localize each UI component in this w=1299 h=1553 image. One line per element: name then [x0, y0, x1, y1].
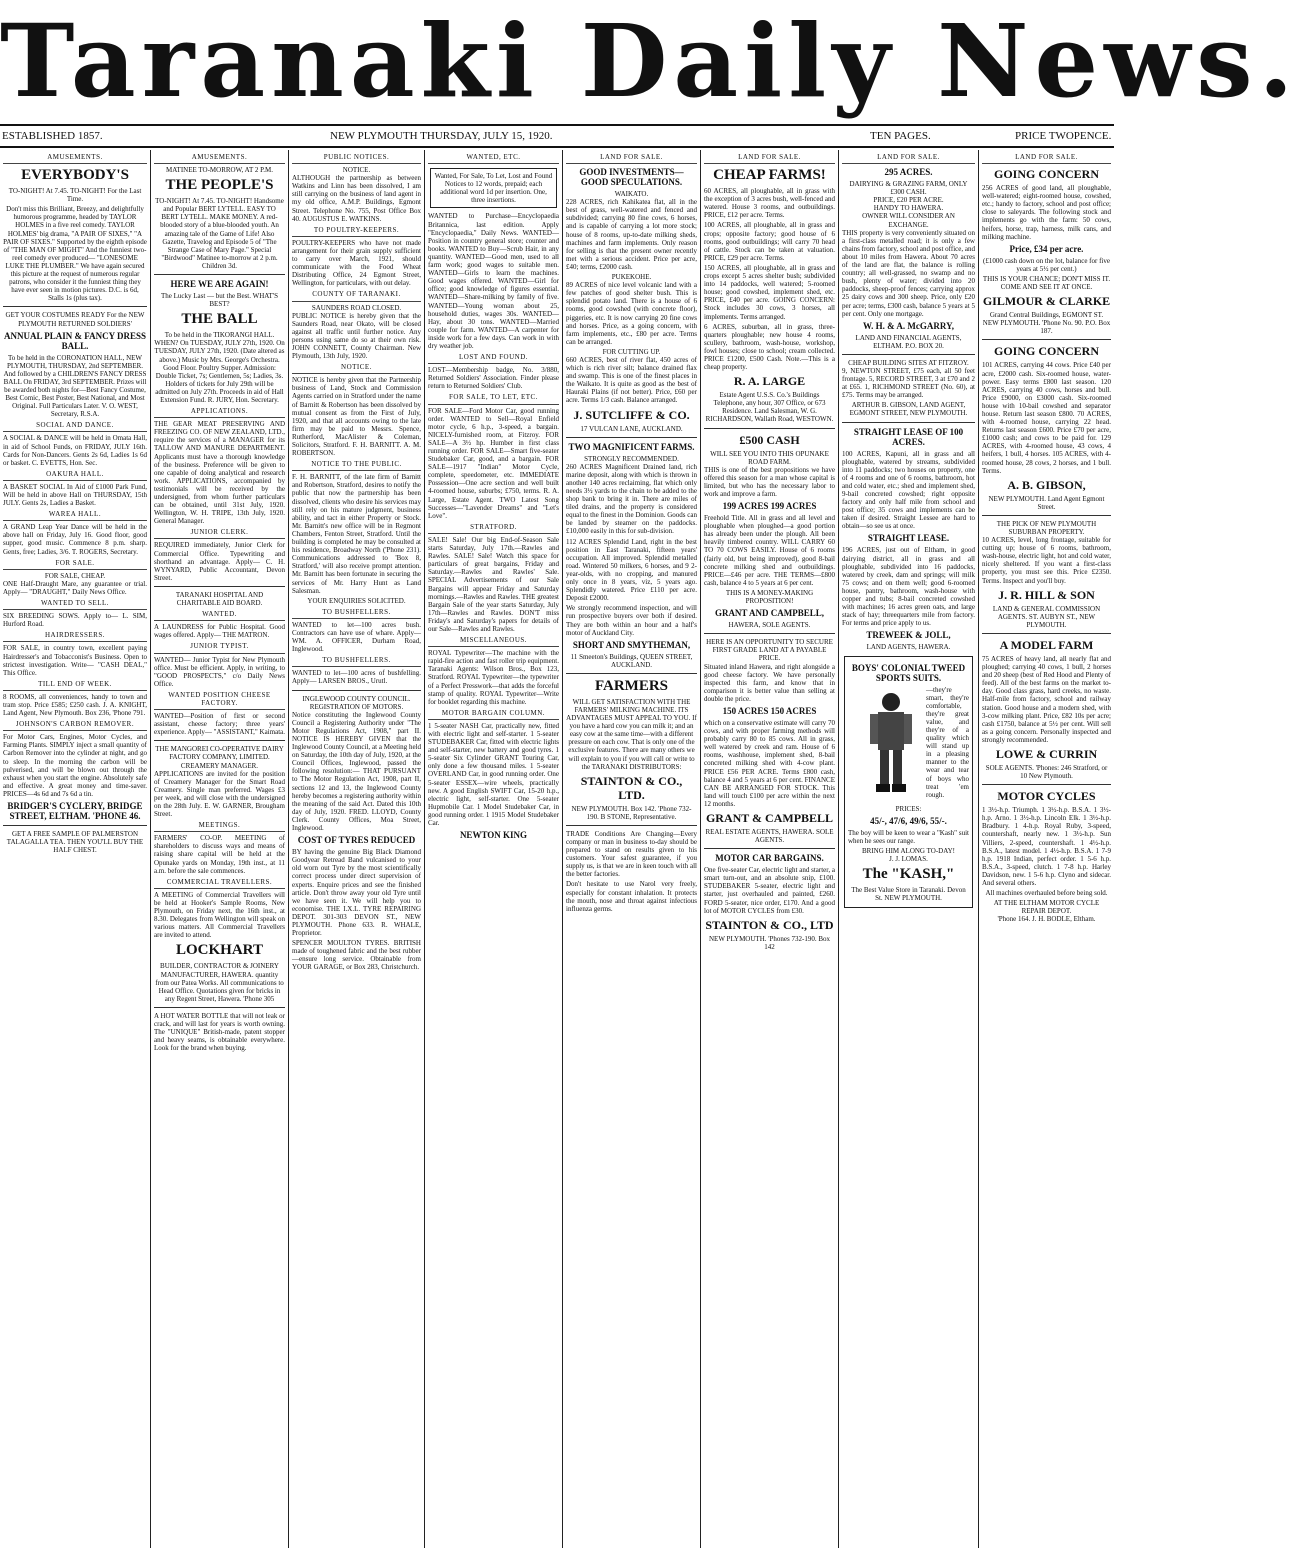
section-heading: OAKURA HALL. [3, 470, 147, 481]
rates-box: Wanted, For Sale, To Let, Lost and Found Notices to 12 words, prepaid; each additional word 1d per insertion. One, three insertions. [430, 168, 557, 208]
ad-text: SOLE AGENTS. 'Phones: 246 Stratford, or 10 New Plymouth. [985, 763, 1108, 781]
ad-text: SIX BREEDING SOWS. Apply to— L. SIM, Hurford Road. [3, 612, 147, 629]
section-heading: TILL END OF WEEK. [3, 680, 147, 691]
ad-text: TO-NIGHT! At 7.45. TO-NIGHT! For the Last Time. [8, 187, 142, 204]
divider [292, 690, 421, 691]
ad-title: MOTOR CAR BARGAINS. [715, 853, 824, 864]
sub-heading: TARANAKI HOSPITAL AND CHARITABLE AID BOARD. [175, 590, 264, 608]
section-heading: APPLICATIONS. [154, 407, 285, 418]
section-heading: COUNTY OF TARANAKI. [292, 290, 421, 301]
ad-text: 9, NEWTON STREET, £75 each, all 50 feet frontage. 5, RECORD STREET, 3 at £70 and 2 at £65. 1, RICHMOND STREET (No. 60), at £75. Terms may be arranged. [842, 366, 975, 400]
sub-heading: FOR SALE, CHEAP. [44, 571, 106, 580]
sub-heading: BRING HIM ALONG TO-DAY! [861, 846, 955, 855]
section-heading: FOR SALE, TO LET, ETC. [428, 393, 559, 404]
section-heading: STRATFORD. [428, 523, 559, 534]
section-heading: LOST AND FOUND. [428, 353, 559, 364]
section-heading: JUNIOR TYPIST. [154, 642, 285, 653]
divider [982, 784, 1111, 785]
ad-text: A SOCIAL & DANCE will be held in Omata Hall, in aid of School Funds, on FRIDAY, JULY 16th. Cards for Non-Dancers. Gents 2s 6d, Ladies 1s 6d or basket. C. EVETTS, Hon. Sec. [3, 434, 147, 467]
divider [704, 848, 835, 849]
ad-text: —they're smart, they're comfortable, they're great value, and they're of a quality which will stand up in a pleasing manner to the wear and tear of boys who treat 'em rough. [926, 685, 969, 799]
section-heading: LAND FOR SALE. [566, 153, 697, 164]
ad-text: The boy will be keen to wear a "Kash" suit when he sees our range. [848, 828, 969, 845]
sub-heading: COME AND SEE IT AT ONCE. [1000, 283, 1093, 292]
ad-title: CHEAP FARMS! [713, 167, 826, 184]
column-3 [288, 150, 424, 1548]
section-heading: AMUSEMENTS. [3, 153, 147, 164]
ad-text: BY having the genuine Big Black Diamond Goodyear Retread Band vulcanised to your old worn out Tyre by the most scientifically correct process under direct supervision of experts. Enquire prices and see the finished article. Don't throw away your old Tyre until we have seen it. We will help you to economise. THE I.X.L. TYRE REPAIRING DEPOT. 301-303 DEVON ST., NEW PLYMOUTH. Phone 633. R. WHALE, Proprietor. [292, 848, 421, 938]
section-heading: AMUSEMENTS. [154, 153, 285, 164]
ad-text: SPENCER MOULTON TYRES. BRITISH made of toughened fabric and the best rubber—ensure long service. Obtainable from YOUR GARAGE, or Box 283, Christchurch. [292, 939, 421, 972]
ad-text: WANTED—Position of first or second assistant, cheese factory; three years' experience. Apply— "ASSISTANT," Kaimata. [154, 712, 285, 737]
ad-text: Don't miss this Brilliant, Breezy, and delightfully humorous programme, headed by TAYLOR HOLMES in a five reel comedy. TAYLOR HOLMES' big drama, "A PAIR OF SIXES," "A PAIR OF SIXES." Supported by the eighth episode of "THE MAN OF MIGHT" And the funniest two-reel comedy ever produced— "LONESOME LUKE THE PLUMBER." We have again secured this picture at the request of numerous regular patrons, who consider it the funniest thing they have ever seen in motion pictures. D.C. is 6d, Stalls 1s (plus tax). [3, 205, 147, 303]
ad-title: £500 CASH [739, 432, 800, 447]
sub-heading: THE PICK OF NEW PLYMOUTH SUBURBAN PROPERTY. [996, 519, 1097, 536]
ad-text: 100 ACRES, all ploughable, all in grass and crops; opposite factory; good house of 6 rooms, good outbuildings; will carry 70 head of cattle. Stock can be taken at valuation. PRICE, £29 per acre. Terms. [704, 221, 835, 262]
dateline-bar [0, 124, 1114, 148]
ad-text: TRADE Conditions Are Changing—Every company or man in business to-day should be prepared to stand on results given to his customers. Your safest guarantee, if you supply us, is that we are in keen touch with all the better factories. [566, 829, 697, 879]
page-count: TEN PAGES. [870, 130, 931, 142]
ad-text: TO-NIGHT! At 7.45. TO-NIGHT! Handsome and Popular BERT LYTELL. EASY TO BERT LYTELL. MAKE MONEY. A red-blooded story of a blue-blooded youth. An amazing tale of the Game of Life! Also Gazette, Travelog and Episode 5 of "The Strange Case of Mary Page." Special "Birdwood" Matinee to-morrow at 2 p.m. Children 3d. [155, 197, 284, 270]
ad-text: 112 ACRES Splendid Land, right in the best position in East Taranaki, fifteen years' occupation. All improved. Splendid metalled road. Wintered 50 milkers, 6 horses, and 9 2-year-olds, with no cropping, and manured only once in 8 years, viz, 5 years ago. Splendidly watered. Price £110 per acre. Deposit £2000. [566, 537, 697, 603]
ad-text: 101 ACRES, carrying 44 cows. Price £40 per acre, £2000 cash. Six-roomed house, water-power. Easy terms £800 last season. 120 ACRES, carrying 40 cows, horses and bull. Price £9000, on £3000 cash. Six-roomed house with 10-bail cowshed and separator house. Return last season £800. 70 ACRES, with 4-roomed house, carrying 22 head. Returns last season £600. Price £70 per acre, £1000 cash; and cows to be paid for. 129 ACRES, with 4-roomed house, 43 cows, 4 heifers, 1 bull, 4 horses. 105 ACRES, with 4-roomed house, 28 cows, 2 horses, and 1 bull. Terms. [982, 361, 1111, 475]
divider [154, 1007, 285, 1008]
sub-heading: AT THE ELTHAM MOTOR CYCLE REPAIR DEPOT. [993, 899, 1100, 916]
ad-text: 89 ACRES of nice level volcanic land with a few patches of good shelter bush. This is splendid potato land. There is a house of 6 rooms, good cowshed (with concrete floor), piggeries, etc. It is now carrying 20 fine cows and horses. Price, as a going concern, with farm implements, etc., £80 per acre. Terms can be arranged. [566, 281, 697, 346]
section-heading: PUBLIC NOTICES. [292, 153, 421, 164]
ad-text: HAWERA, SOLE AGENTS. [728, 621, 811, 630]
sub-heading: WILL SEE YOU INTO THIS OPUNAKE ROAD FARM. [710, 449, 829, 466]
ad-text: ONE Half-Draught Mare, any guarantee or trial. Apply— "DRAUGHT," Daily News Office. [3, 579, 147, 596]
ad-text: 150 ACRES, all ploughable, all in grass and crops except 5 acres shelter bush; subdivided into 14 paddocks, well watered; 5-roomed house; good cowshed, implement shed, etc. PRICE, £40 per acre. GOING CONCERN: Stock includes 30 cows, 3 horses, all implements. Terms arranged. [704, 263, 835, 321]
section-heading: HAIRDRESSERS. [3, 631, 147, 642]
ad-text: LAND AGENTS, HAWERA. [866, 643, 951, 652]
ad-text: THE GEAR MEAT PRESERVING AND FREEZING CO. OF NEW ZEALAND, LTD., require the services of a MANAGER for its TALLOW AND MANURE DEPARTMENT. Applicants must have a thorough knowledge of the business. Preference will be given to one capable of doing analytical and research work. APPLICATIONS, accompanied by testimonials will be received by the undersigned, from whom further particulars can be obtained, until 31st July, 1920. Wellington, W. H. TRIPE, 13th July, 1920. General Manager. [154, 420, 285, 526]
divider [704, 428, 835, 429]
ad-title: J. SUTCLIFFE & CO. [573, 407, 690, 422]
ad-text: SALE! Sale! Our big End-of-Season Sale starts Saturday, July 17th.—Rawles and Rawles. SALE! Sale! Watch this space for particulars of great bargains, Friday and Saturday.—Rawles and Rawles' Sale. SPECIAL Advertisements of our Sale Bargains will appear Friday and Saturday mornings.—Rawles and Rawles. THE greatest Bargain Sale of the year starts Saturday, July 17th—Rawles and Rawles. DON'T miss Friday's and Saturday's papers for details of our Sale—Rawles and Rawles. [428, 535, 559, 633]
ad-text: 228 ACRES, rich Kahikatea flat, all in the best of grass, well-watered and fenced and subdivided; carrying 80 fine cows, 6 horses, and is capable of carrying a lot more stock; house of 8 rooms, up-to-date milking sheds, machines and farm implements. Only reason for selling is that the present owner recently met with a serious accident. Price per acre, £40; terms, £2000 cash. [566, 198, 697, 271]
divider [982, 515, 1111, 516]
sub-heading: PRICE, £20 PER ACRE. [873, 196, 944, 205]
sub-heading: DAIRYING & GRAZING FARM, ONLY £300 CASH. [849, 180, 968, 197]
ad-text: For Motor Cars, Engines, Motor Cycles, and Farming Plants. SIMPLY inject a small quantity of Carbon Remover into the cylinder at night, and go to sleep. In the morning the carbon will be pulverised, and will be blown out through the exhaust when you start the engine. Absolutely safe and effective. A great money and time-saver. PRICES—4s 6d and 7s 6d a tin. [3, 733, 147, 798]
section-heading: LAND FOR SALE. [982, 153, 1111, 164]
ad-text: 60 ACRES, all ploughable, all in grass with the exception of 3 acres bush, well-fenced and watered. House 3 rooms, and outbuildings. PRICE, £12 per acre. Terms. [704, 187, 835, 220]
sub-heading: THIS IS YOUR CHANCE; DON'T MISS IT. [982, 274, 1111, 283]
column-7 [838, 150, 978, 1548]
ad-text: WANTED to Purchase—Encyclopaedia Britannica, last edition. Apply "Encyclopaedia," Daily News. WANTED—Position in country general store; counter and books. WANTED to Buy—Scrub Hair, in any quantity. WANTED—Good men, used to all farm work; good wages to suitable men. WANTED—Girls to learn the machines. Good wages offered. WANTED—Girl for office; good knowledge of figures essential. WANTED—Share-milking by family of five. WANTED—Young woman about 25, household duties, wages 30s. WANTED—Hay, about 30 tons. WANTED—Married couple for farm. WANTED—A carpenter for inside work for a few days. Can work in with dry weather job. [428, 212, 559, 350]
ad-text: ALTHOUGH the partnership as between Watkins and Linn has been dissolved, I am still carrying on the business of land agent in my old office, A.M.P. Buildings, Egmont Street. Telephone No. 755, Post Office Box 40. AUGUSTUS E. WATKINS. [292, 174, 421, 223]
sub-heading: J. J. LOMAS. [889, 854, 928, 863]
sub-heading: PUKEKOHE. [611, 273, 652, 282]
section-heading: WAREA HALL. [3, 510, 147, 521]
ad-text: 100 ACRES, Kapuni, all in grass and all ploughable, watered by streams, subdivided into 11 paddocks; two houses on property, one of 4 rooms and one of 6 rooms, bathroom, hot and cold water, etc.; shed and implement shed, 9-bail concreted cowshed; right opposite factory and only half mile from school and post office; 35 cows and implements can be taken if desired. Straight Lessee are hard to obtain—so see us at once. [842, 449, 975, 531]
ad-title: 150 ACRES 150 ACRES [722, 705, 817, 716]
ad-text: 6 ACRES, suburban, all in grass, three-quarters ploughable; new house 4 rooms, scullery, bathroom, wash-house, workshop, fowl houses; close to school; cream collected. PRICE £1200, £500 Cash. Note.—This is a cheap property. [704, 322, 835, 372]
ad-title: HERE WE ARE AGAIN! [170, 279, 269, 290]
sub-heading: INGLEWOOD COUNTY COUNCIL. REGISTRATION OF MOTORS. [302, 694, 411, 711]
sub-heading: THIS IS A MONEY-MAKING PROPOSITION! [725, 588, 814, 606]
column-4 [424, 150, 562, 1548]
section-heading: NOTICE. [292, 363, 421, 374]
sub-heading: THE MANGOREI CO-OPERATIVE DAIRY FACTORY COMPANY, LIMITED. CREAMERY MANAGER. [155, 745, 284, 770]
divider [3, 825, 147, 826]
column-6 [700, 150, 838, 1548]
ad-title: W. H. & A. McGARRY, [862, 320, 955, 331]
ad-title: GILMOUR & CLARKE [982, 294, 1111, 309]
sub-heading: CHEAP BUILDING SITES AT FITZROY. [848, 358, 969, 367]
sub-heading: MATINEE TO-MORROW, AT 2 P.M. [166, 166, 273, 175]
ad-text: GET YOUR COSTUMES READY For the NEW PLYMOUTH RETURNED SOLDIERS' [5, 311, 145, 328]
ad-title: BRIDGER'S CYCLERY, BRIDGE STREET, ELTHAM. 'PHONE 46. [7, 801, 143, 821]
ad-title: LOWE & CURRIN [995, 746, 1098, 761]
ad-text: PUBLIC NOTICE is hereby given that the Saunders Road, near Okato, will be closed against all traffic until further notice. Any persons using same do so at their own risk. JOHN CONNETT, County Chairman. New Plymouth, 13th July, 1920. [292, 311, 421, 361]
ad-text: REAL ESTATE AGENTS, HAWERA. SOLE AGENTS. [705, 828, 834, 845]
ad-title: TREWEEK & JOLL, [866, 630, 951, 641]
ad-title: STRAIGHT LEASE OF 100 ACRES. [853, 426, 964, 447]
ad-text: WANTED to let—100 acres of bushfelling. Apply— LARSEN BROS., Urutl. [292, 669, 421, 686]
section-heading: WANTED POSITION CHEESE FACTORY. [154, 691, 285, 710]
ad-text: To be held in the CORONATION HALL, NEW PLYMOUTH, THURSDAY, 2nd SEPTEMBER. And followed by a CHILDREN'S FANCY DRESS BALL On FRIDAY, 3rd SEPTEMBER. Prizes will be awarded both nights for—Best Fancy Costume, Best Comic, Best Poster, Best National, and Most Original. Full Particulars Later. V. O. WEST, Secretary, R.S.A. [3, 353, 147, 419]
ad-text: Estate Agent U.S.S. Co.'s Buildings Telephone, any hour, 307 Office, or 673 Residence. Land Salesman, W. G. RICHARDSON, Wallath Road, WESTOWN. [705, 391, 834, 424]
ad-text: A GRAND Leap Year Dance will be held in the above hall on Friday, July 16. Good floor, good supper, good music. Commence 8 p.m. sharp. Gents, free; Ladies, 3/6. T. ROGERS, Secretary. [3, 523, 147, 556]
ad-title: TWO MAGNIFICENT FARMS. [568, 441, 695, 452]
section-heading: LAND FOR SALE. [842, 153, 975, 164]
ad-text: FARMERS' CO-OP. MEETING of shareholders to discuss ways and means of raising share capital will be held at the Opunake yards on Monday, 19th inst., at 11 a.m. before the sale commences. [154, 834, 285, 875]
kash-ad-box [844, 656, 973, 909]
ad-title: MOTOR CYCLES [997, 789, 1096, 804]
ad-text: APPLICATIONS are invited for the position of Creamery Manager for the Smart Road Creamery. Single man preferred. Wages £3 per week, and will close with the undersigned on the 28th July. E. W. GARNER, Brougham Street. [154, 769, 285, 819]
ad-text: 11 Smeeton's Buildings, QUEEN STREET, AUCKLAND. [570, 652, 693, 669]
sub-heading: OWNER WILL CONSIDER AN EXCHANGE. [862, 212, 955, 229]
boy-illustration [856, 690, 926, 805]
divider [982, 339, 1111, 340]
ad-text: WANTED to let—100 acres bush. Contractors can have use of whare. Apply— WM. A. OFFICER, Durham Road, Inglewood. [292, 620, 421, 654]
ad-title: STRAIGHT LEASE. [867, 533, 950, 544]
ad-text: REQUIRED immediately, Junior Clerk for Commercial Office. Typewriting and shorthand an advantage. Apply— C. H. WYNYARD, Public Accountant, Devon Street. [154, 541, 285, 582]
divider [154, 586, 285, 587]
ad-title: BOYS' COLONIAL TWEED SPORTS SUITS. [851, 662, 966, 683]
ad-title: GOING CONCERN [993, 167, 1099, 182]
divider [566, 437, 697, 438]
ad-text: Grand Central Buildings, EGMONT ST. NEW PLYMOUTH. 'Phone No. 90. P.O. Box 187. [982, 311, 1111, 336]
section-heading: TO POULTRY-KEEPERS. [292, 226, 421, 237]
ad-text: NOTICE is hereby given that the Partnership business of Land, Stock and Commission Agents carried on in Stratford under the name of Barnitt & Robertson has been dissolved by mutual consent as from the First of July, 1920, and that all accounts owing to the late firm may be paid to Messrs. Spence, Rutherford, MacAlister & Coleman, Solicitors, Stratford. F. H. BARNITT. A. M. ROBERTSON. [292, 376, 421, 458]
ad-text: One five-seater Car, electric light and starter, a smart turn-out, and an absolute snip, £100. STUDEBAKER 5-seater, electric light and starter, just overhauled and painted, £260. FORD 5-seater, nice order, £170. And a good lot of MOTOR CYCLES from £30. [704, 866, 835, 915]
ad-text: The Best Value Store in Taranaki. Devon St. NEW PLYMOUTH. [851, 885, 966, 903]
section-heading: NOTICE TO THE PUBLIC. [292, 460, 421, 471]
sub-heading: STRONGLY RECOMMENDED. [584, 454, 679, 463]
ad-text: F. H. BARNITT, of the late firm of Barnitt and Robertson, Stratford, desires to notify the public that now the partnership has been dissolved, clients who desire his services may still rely on his mature judgment, business ability, and tact in either Property or Stock. Mr. Barnitt's new office will be in Regmont Chambers, Fenton Street, Stratford. Until the building is completed he may be consulted at his residence, Broadway North ('Phone 231). Communications addressed to 'Box 8, Stratford,' will also receive prompt attention. Mr. Barnitt has been fortunate in securing the services of Mr. Harry Hunt as Land Salesman. [292, 473, 421, 595]
divider [982, 633, 1111, 634]
ad-text: THIS property is very conveniently situated on a first-class metalled road; it is only a few chains from factory, school and post office, and about 10 miles from Hawera. About 70 acres of the land are flat, the balance is rolling country; all well-grassed, no swamp and no bush, plenty of water; divided into 20 paddocks, sheep-proof fences; carrying approx 25 dairy cows and 300 sheep. Price, only £20 per acre; terms, £300 cash, balance 5 years at 5 per cent. Only one mortgage. [842, 228, 975, 318]
ad-title: EVERYBODY'S [21, 167, 129, 184]
ad-text: POULTRY-KEEPERS who have not made arrangement for their grain supply sufficient to carry over March, 1921, should communicate with the Food Wheat Distributing Office, 24 Egmont Street, Wellington, for particulars, with out delay. [292, 238, 421, 288]
ad-text: LOST—Membership badge, No. 3/880, Returned Soldiers' Association. Finder please return to Returned Soldiers' Club. [428, 366, 559, 391]
ad-text: Freehold Title. All in grass and all level and ploughable when ploughed—a good portion has already been under the plough. All been heavily timbered country. WILL CARRY 60 TO 70 COWS EASILY. House of 6 rooms (fairly old, but being improved), good 8-bail concrete milking shed and outbuildings. PRICE—£46 per acre. THE TERMS—£800 cash, balance 4 to 5 years at 6 per cent. [704, 514, 835, 587]
section-heading: WANTED, ETC. [428, 153, 559, 164]
ad-text: 'Phone 164. J. H. BODLE, Eltham. [997, 915, 1096, 924]
column-2 [150, 150, 288, 1548]
ad-text: FOR SALE—Ford Motor Car, good running order. WANTED to Sell—Royal Enfield motor cycle, 6 h.p., 3-speed, a bargain. NICELY-furnished room, at Fitzroy. FOR SALE—A 3½ hp. Humber in first class running order. FOR SALE—Smart five-seater Studebaker Car, good, and a bargain. FOR SALE—1917 "Indian" Motor Cycle, complete, speedometer, etc. IMMEDIATE Possession—One acre section and well built 4-roomed house, suburbs; £750, terms. R. A. Large, Estate Agent. TWO Latest Song Successes—"Lavender Dreams" and "Let's Love". [428, 406, 559, 520]
section-heading: FOR SALE. [3, 559, 147, 570]
ad-text: 256 ACRES of good land, all ploughable, well-watered; eight-roomed house, cowshed, etc.; handy to factory, school and post office; close to saleyards. The following stock and implements go with the farm: 50 cows, heifers, horse, trap, harness, milk cans, and milking machine. [982, 184, 1111, 241]
ad-text: ARTHUR B. GIBSON, LAND AGENT, EGMONT STREET, NEW PLYMOUTH. [849, 401, 968, 418]
ad-text: Situated inland Hawera, and right alongside a good cheese factory. We have personally inspected this farm, and know that in comparison it is better value than selling at double the price. [704, 662, 835, 703]
section-heading: MOTOR BARGAIN COLUMN. [428, 709, 559, 720]
sub-heading: NOTICE. [342, 166, 371, 175]
divider [566, 673, 697, 674]
divider [154, 740, 285, 741]
divider [842, 422, 975, 423]
ad-title: A. B. GIBSON, [1007, 477, 1086, 492]
ad-text: THIS is one of the best propositions we have offered this season for a man whose capital is limited, but who has the necessary labor to work and improve a farm. [704, 465, 835, 498]
ad-text: WILL GET SATISFACTION WITH THE FARMERS' MILKING MACHINE. ITS ADVANTAGES MUST APPEAL TO YOU. If you have a hard cow you can milk it; and an easy cow at the same time—with a different pressure on each cow. That is only one of the exclusive features. There are many others we will explain to you if you will call or write to the TARANAKI DISTRIBUTORS: [566, 697, 697, 771]
ad-title: FARMERS [594, 677, 669, 694]
ad-title: The "KASH," [862, 865, 955, 882]
section-heading: LAND FOR SALE. [704, 153, 835, 164]
ad-text: NEW PLYMOUTH. Box 142. 'Phone 732-190. B STONE, Representative. [571, 804, 692, 821]
column-5 [562, 150, 700, 1548]
ad-title: SHORT AND SMYTHEMAN, [572, 639, 691, 650]
ad-title: A MODEL FARM [999, 637, 1094, 652]
section-heading: JUNIOR CLERK. [154, 528, 285, 539]
ad-title: 199 ACRES 199 ACRES [722, 501, 817, 512]
established: ESTABLISHED 1857. [2, 130, 103, 142]
section-heading: TO BUSHFELLERS. [292, 656, 421, 667]
ad-text: LAND AND FINANCIAL AGENTS, ELTHAM. P.O. BOX 20. [855, 333, 962, 350]
ad-text: GET A FREE SAMPLE OF PALMERSTON TALAGALLA TEA. THEN YOU'LL BUY THE HALF CHEST. [6, 830, 144, 855]
section-heading: JOHNSON'S CARBON REMOVER. [3, 720, 147, 731]
section-heading: WANTED. [154, 610, 285, 621]
ad-text: All machines overhauled before being sold. [985, 889, 1108, 898]
divider [154, 274, 285, 275]
section-heading: MISCELLANEOUS. [428, 636, 559, 647]
ad-title: COST OF TYRES REDUCED [297, 835, 416, 846]
newspaper-title: Taranaki Daily News. [0, 2, 1299, 120]
ad-title: STAINTON & CO., LTD. [580, 773, 683, 802]
ad-text: WANTED— Junior Typist for New Plymouth office. Must be efficient. Apply, in writing, to "GOOD PROSPECTS," c/o Daily News Office. [154, 655, 285, 688]
ad-title: THE BALL [181, 311, 258, 328]
sub-heading: HANDY TO HAWERA. [873, 204, 944, 213]
ad-title: GRANT AND CAMPBELL, [714, 608, 825, 619]
ad-text: (£1000 cash down on the lot, balance for five years at 5½ per cent.) [983, 256, 1110, 273]
sub-heading: YOUR ENQUIRIES SOLICITED. [307, 596, 406, 605]
sub-heading: PRICES: [895, 804, 922, 813]
column-8 [978, 150, 1114, 1548]
ad-text: The Lucky Last — but the Best. WHAT'S BEST? [160, 292, 278, 309]
ad-text: A LAUNDRESS for Public Hospital. Good wages offered. Apply— THE MATRON. [154, 623, 285, 640]
ad-title: ANNUAL PLAIN & FANCY DRESS BALL. [3, 330, 146, 351]
ad-text: 17 VULCAN LANE, AUCKLAND. [580, 424, 683, 433]
divider [704, 633, 835, 634]
divider [842, 354, 975, 355]
ad-text: Notice constituting the Inglewood County Council a Registering Authority under "The Motor Regulations Act, 1908," part II. NOTICE IS HEREBY GIVEN that the Inglewood County Council, at a Meeting held on Saturday, the 10th day of July, 1920, at the Council Offices, Inglewood, passed the following resolution:— THAT PURSUANT to The Motor Regulation Act, 1908, part II, sections 12 and 13, the Inglewood County hereby becomes a registering authority within the meaning of the said Act. Dated this 10th day of July, 1920. FRED. LLOYD, County Clerk. County Offices, Moa Street, Inglewood. [292, 710, 421, 833]
ad-text: 196 ACRES, just out of Eltham, in good dairying district, all in grass and all ploughable, subdivided into 16 paddocks, watered by creek, dam and springs; will milk 75 cows; and on them well; good 6-roomed house, pantry, bathroom, wash-house with copper and tubs; 8-bail concreted cowshed with machines; 16 acres green oats, and large stack of hay; threequarters mile from factory. For terms and price apply to us. [842, 546, 975, 628]
ad-title: LOCKHART [176, 942, 263, 959]
masthead [0, 0, 1299, 122]
ad-text: BUILDER, CONTRACTOR & JOINERY MANUFACTURER, HAWERA. quantity from our Patea Works. All communications to Head Office. Quotations given for bricks in any Regent Street, Hawera. 'Phone 305 [155, 962, 284, 1003]
column-1 [0, 150, 150, 1548]
ad-text: 1 3½-h.p. Triumph. 1 3½-h.p. B.S.A. 1 3½-h.p. Arno. 1 3½-h.p. Lincoln Elk. 1 3½-h.p. Bradbury. 1 4-h.p. Royal Ruby, 3-speed, countershaft, nearly new. 1 3½-h.p. Sun Villiers, 2-speed, countershaft. 1 4½-h.p. B.S.A., latest model. 1 4½-h.p. B.S.A. 1 7-9 h.p. 1918 Indian, perfect order. 1 5-6 h.p. B.S.A., 3-speed, clutch. 1 7-8 h.p. Harley Davidson, new. 1 5-6 h.p. Clyno and sidecar. And several others. [982, 806, 1111, 887]
ad-text: 660 ACRES, best of river flat, 450 acres of which is rich river silt; balance drained flax and swamp. This is one of the finest places in the Waikato. It is quite as good as the best of Hauraki Plains (if not better). Price, £60 per acre. Terms 1/3 cash. Balance arranged. [566, 355, 697, 405]
sub-heading: WAIKATO. [614, 190, 649, 199]
price: PRICE TWOPENCE. [1015, 130, 1112, 142]
ad-text: Don't hesitate to use Narol very freely, especially for constant inhalation. It protects the mouth, nose and throat against infectious influenza germs. [566, 880, 697, 913]
ad-title: GOOD INVESTMENTS—GOOD SPECULATIONS. [579, 167, 684, 188]
section-heading: TO BUSHFELLERS. [292, 608, 421, 619]
ad-title: THE PEOPLE'S [165, 177, 274, 194]
section-heading: MEETINGS. [154, 821, 285, 832]
ad-title: 295 ACRES. [884, 167, 933, 178]
ad-text: To be held in the TIKORANGI HALL. WHEN? On TUESDAY, JULY 27th, 1920. On TUESDAY, JULY 27th, 1920. (Date altered as above.) Music by Mrs. George's Orchestra. Good Floor. Poultry Supper. Admission: Double Ticket, 7s; Gentlemen, 5s; Ladies, 3s. Holders of tickets for July 29th will be admitted on July 27th. Proceeds in aid of Hall Extension Fund. R. JURY, Hon. Secretary. [154, 331, 285, 404]
ad-title: GRANT & CAMPBELL [705, 811, 834, 825]
ad-title: R. A. LARGE [733, 374, 806, 389]
section-heading: SOCIAL AND DANCE. [3, 421, 147, 432]
ad-text: We strongly recommend inspection, and will run prospective buyers over both if desired. They are both within an hour and a half's motor of Auckland City. [566, 604, 697, 637]
ad-text: A BASKET SOCIAL In Aid of £1000 Park Fund, Will be held in above Hall on THURSDAY, 15th JULY. Gents 2s, Ladies a Basket. [3, 482, 147, 508]
ad-title: Price, £34 per acre. [1009, 243, 1084, 254]
ad-text: 8 ROOMS, all conveniences, handy to town and tram stop. Price £585; £250 cash. J. A. KNIGHT, Land Agent, New Plymouth. Box 236, 'Phone 791. [3, 692, 147, 718]
ad-text: which on a conservative estimate will carry 70 cows, and with proper farming methods will probably carry 80 to 85 cows. All in grass, well watered by creek and ram. House of 6 rooms, washhouse, implement shed, 8-bail concreted milking shed with 4-cow plant. PRICE £56 PER ACRE. Terms £800 cash, balance 4 and 5 years at 6 per cent. FINANCE CAN BE ARRANGED FOR STOCK. This land will touch £100 per acre within the next 12 months. [704, 718, 835, 808]
ad-text: A MEETING of Commercial Travellers will be held at Hooker's Sample Rooms, New Plymouth, on Friday next, the 16th inst., at 8.30. Delegates from Wellington will speak on various matters. All Commercial Travellers are invited to attend. [154, 890, 285, 940]
ad-text: FOR SALE, in country town, excellent paying Hairdresser's and Tobacconist's Business. Open to strictest investigation. Write— "CASH DEAL," This Office. [3, 644, 147, 677]
divider [3, 306, 147, 307]
ad-title: J. R. HILL & SON [998, 587, 1095, 602]
ad-title: GOING CONCERN [993, 344, 1099, 359]
divider [566, 825, 697, 826]
ad-title: NEWTON KING [459, 830, 528, 841]
ad-text: NEW PLYMOUTH. Land Agent Egmont Street. [988, 494, 1105, 511]
sub-heading: FOR CUTTING UP. [602, 347, 661, 356]
ad-text: NEW PLYMOUTH. 'Phones 732-190. Box 142 [709, 934, 830, 951]
ad-text: ROYAL Typewriter—The machine with the rapid-fire action and fast roller trip equipment. Taranaki Agents: Wilson Bros., Box 123, Stratford. ROYAL Typewriter—the typewriter of a Perfect Presswork—that adds the forceful stamp of quality. ROYAL Typewriter—Write for booklet regarding this machine. [428, 649, 559, 706]
section-heading: COMMERCIAL TRAVELLERS. [154, 878, 285, 889]
ad-title: STAINTON & CO., LTD [705, 917, 834, 932]
sub-heading: SAUNDERS ROAD CLOSED. [311, 303, 402, 312]
ad-text: 260 ACRES Magnificent Drained land, rich marine deposit, along with which is thrown in another 140 acres reclaiming, flat which only needs 3½ yards to the chain to be added to the shop bank to bring it in. There are miles of tiled drains, and the property is considered equal to the finest in the Dominion. Goods can be landed by steamer on the paddocks. £10,000 easily in this for sub-division. [566, 462, 697, 536]
issue-date: NEW PLYMOUTH THURSDAY, JULY 15, 1920. [330, 130, 553, 142]
ad-text: A HOT WATER BOTTLE that will not leak or crack, and will last for years is worth owning. The "UNIQUE" British-made, patent stopper and heavy seams, is obtainable everywhere. Look for the brand when buying. [154, 1011, 285, 1053]
price-list: 45/-, 47/6, 49/6, 55/-. [870, 815, 947, 826]
section-heading: WANTED TO SELL. [3, 599, 147, 610]
ad-text: 1 5-seater NASH Car, practically new, fitted with electric light and self-starter. 1 5-seater STUDEBAKER Car, fitted with electric lights and self-starter, new battery and good tyres. 1 5-seater Six Cylinder GRANT Touring Car, only done a few thousand miles. 1 5-seater OVERLAND Car, in good running order. One 5-seater ESSEX—wire wheels, practically new. A good English SWIFT Car, 15-20 h.p., electric light, self-starter. One 5-seater Hupmobile Car. 1 Model Studebaker Car, in good running order. 1 1915 Model Studebaker Car. [428, 721, 559, 828]
ad-text: 75 ACRES of heavy land, all nearly flat and ploughed; carrying 40 cows, 1 bull, 2 horses and 20 sheep (best of Red Hood and Plenty of feed). All of the best farms on the market to-day. Good class grass, hard creeks, no waste. Half-mile from factory, school and railway station. Good house and a modern shed, with 3-cow milking plant. Price, £82 10s per acre; cash £1750, balance at 5½ per cent. Will sell as a going concern. Personally inspected and strongly recommended. [982, 654, 1111, 744]
ad-text: LAND & GENERAL COMMISSION AGENTS. ST. AUBYN ST., NEW PLYMOUTH. [992, 604, 1101, 629]
sub-heading: HERE IS AN OPPORTUNITY TO SECURE FIRST GRADE LAND AT A PAYABLE PRICE. [706, 638, 833, 663]
ad-text: 10 ACRES, level, long frontage, suitable for cutting up; house of 6 rooms, bathroom, wash-house, electric light, hot and cold water, nicely sheltered. If you want a first-class property, you must see this. Price £2350. Terms. Inspect and you'll buy. [982, 536, 1111, 585]
